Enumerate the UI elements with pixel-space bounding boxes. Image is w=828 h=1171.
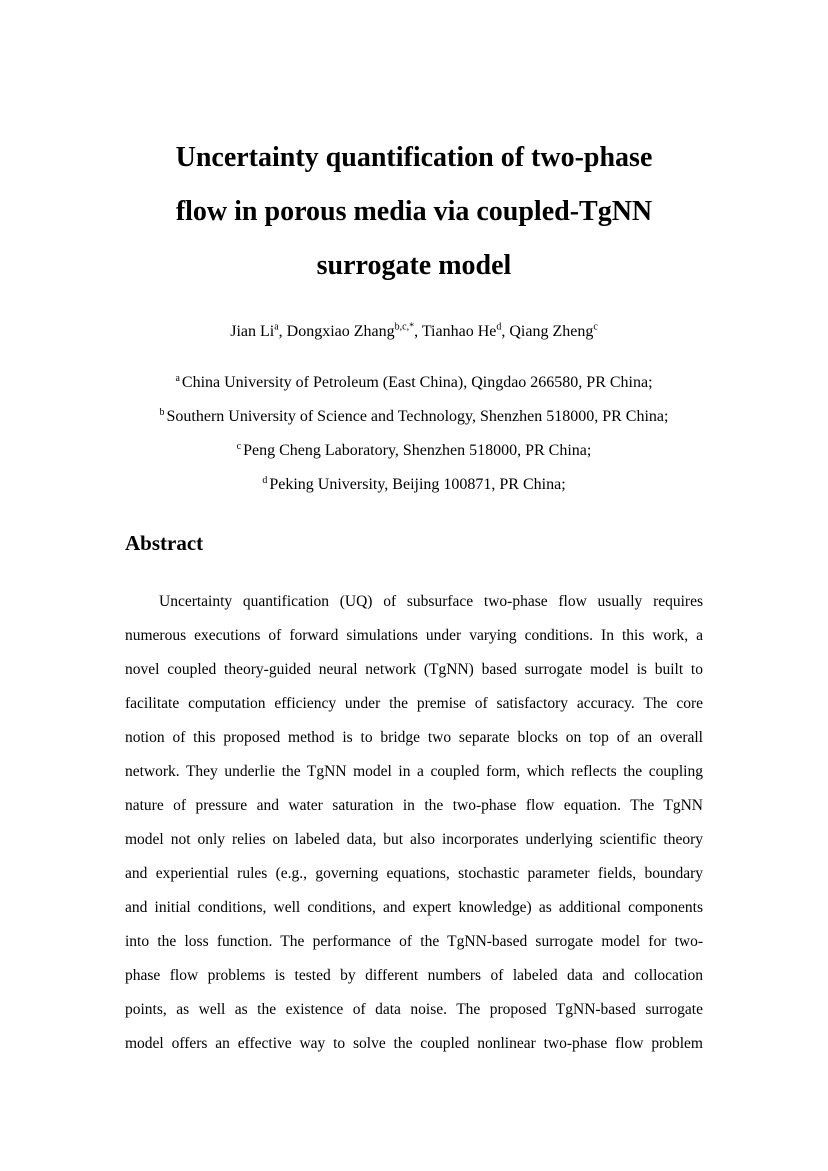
abstract-line: facilitate computation efficiency under the premise of satisfactory accuracy. The core	[125, 695, 703, 712]
abstract-line: notion of this proposed method is to bridge two separate blocks on top of an overall	[125, 729, 703, 746]
author-separator: ,	[278, 323, 287, 340]
abstract-line: points, as well as the existence of data noise. The proposed TgNN-based surrogate	[125, 1001, 703, 1018]
author-name: Qiang Zheng	[509, 323, 594, 340]
author-separator: ,	[414, 323, 422, 340]
author-affiliation-mark: d	[496, 321, 502, 333]
abstract-line: novel coupled theory-guided neural network (TgNN) based surrogate model is built to	[125, 661, 703, 678]
abstract-line: network. They underlie the TgNN model in a coupled form, which reflects the coupling	[125, 763, 703, 780]
abstract-line: phase flow problems is tested by different numbers of labeled data and collocation	[125, 967, 703, 984]
author-name: Jian Li	[230, 323, 275, 340]
author-affiliation-mark: b,c,*	[394, 321, 415, 333]
affiliation-mark: c	[236, 440, 242, 452]
abstract-heading: Abstract	[125, 531, 204, 555]
affiliation-text: China University of Petroleum (East China), Qingdao 266580, PR China;	[181, 374, 653, 391]
abstract-line: Uncertainty quantification (UQ) of subsurface two-phase flow usually requires	[159, 593, 703, 610]
affiliation	[0, 407, 828, 427]
author-name: Dongxiao Zhang	[286, 323, 395, 340]
abstract-line: numerous executions of forward simulations under varying conditions. In this work, a	[125, 627, 703, 644]
abstract-line: model not only relies on labeled data, but also incorporates underlying scientific theory	[125, 831, 703, 848]
affiliation-mark: d	[262, 474, 268, 486]
author-separator: ,	[501, 323, 510, 340]
abstract-line: and experiential rules (e.g., governing equations, stochastic parameter fields, boundary	[125, 865, 703, 882]
affiliation-text: Peking University, Beijing 100871, PR China;	[269, 476, 566, 493]
affiliation-text: Peng Cheng Laboratory, Shenzhen 518000, PR China;	[243, 442, 592, 459]
title-line-1: Uncertainty quantification of two-phase	[175, 142, 653, 173]
affiliation-mark: a	[175, 372, 180, 384]
abstract-line: and initial conditions, well conditions, and expert knowledge) as additional components	[125, 899, 703, 916]
affiliation	[0, 441, 828, 461]
author-name: Tianhao He	[421, 323, 497, 340]
author-list	[0, 322, 828, 342]
affiliation	[0, 373, 828, 393]
title-line-2: flow in porous media via coupled-TgNN	[175, 196, 653, 227]
affiliation-text: Southern University of Science and Technology, Shenzhen 518000, PR China;	[166, 408, 669, 425]
author-affiliation-mark: c	[593, 321, 598, 333]
abstract-line: model offers an effective way to solve the coupled nonlinear two-phase flow problem	[125, 1035, 703, 1052]
abstract-line: nature of pressure and water saturation in the two-phase flow equation. The TgNN	[125, 797, 703, 814]
title-line-3: surrogate model	[316, 250, 512, 281]
author-affiliation-mark: a	[274, 321, 279, 333]
abstract-line: into the loss function. The performance of the TgNN-based surrogate model for two-	[125, 933, 703, 950]
affiliation-mark: b	[159, 406, 165, 418]
affiliation	[0, 475, 828, 495]
